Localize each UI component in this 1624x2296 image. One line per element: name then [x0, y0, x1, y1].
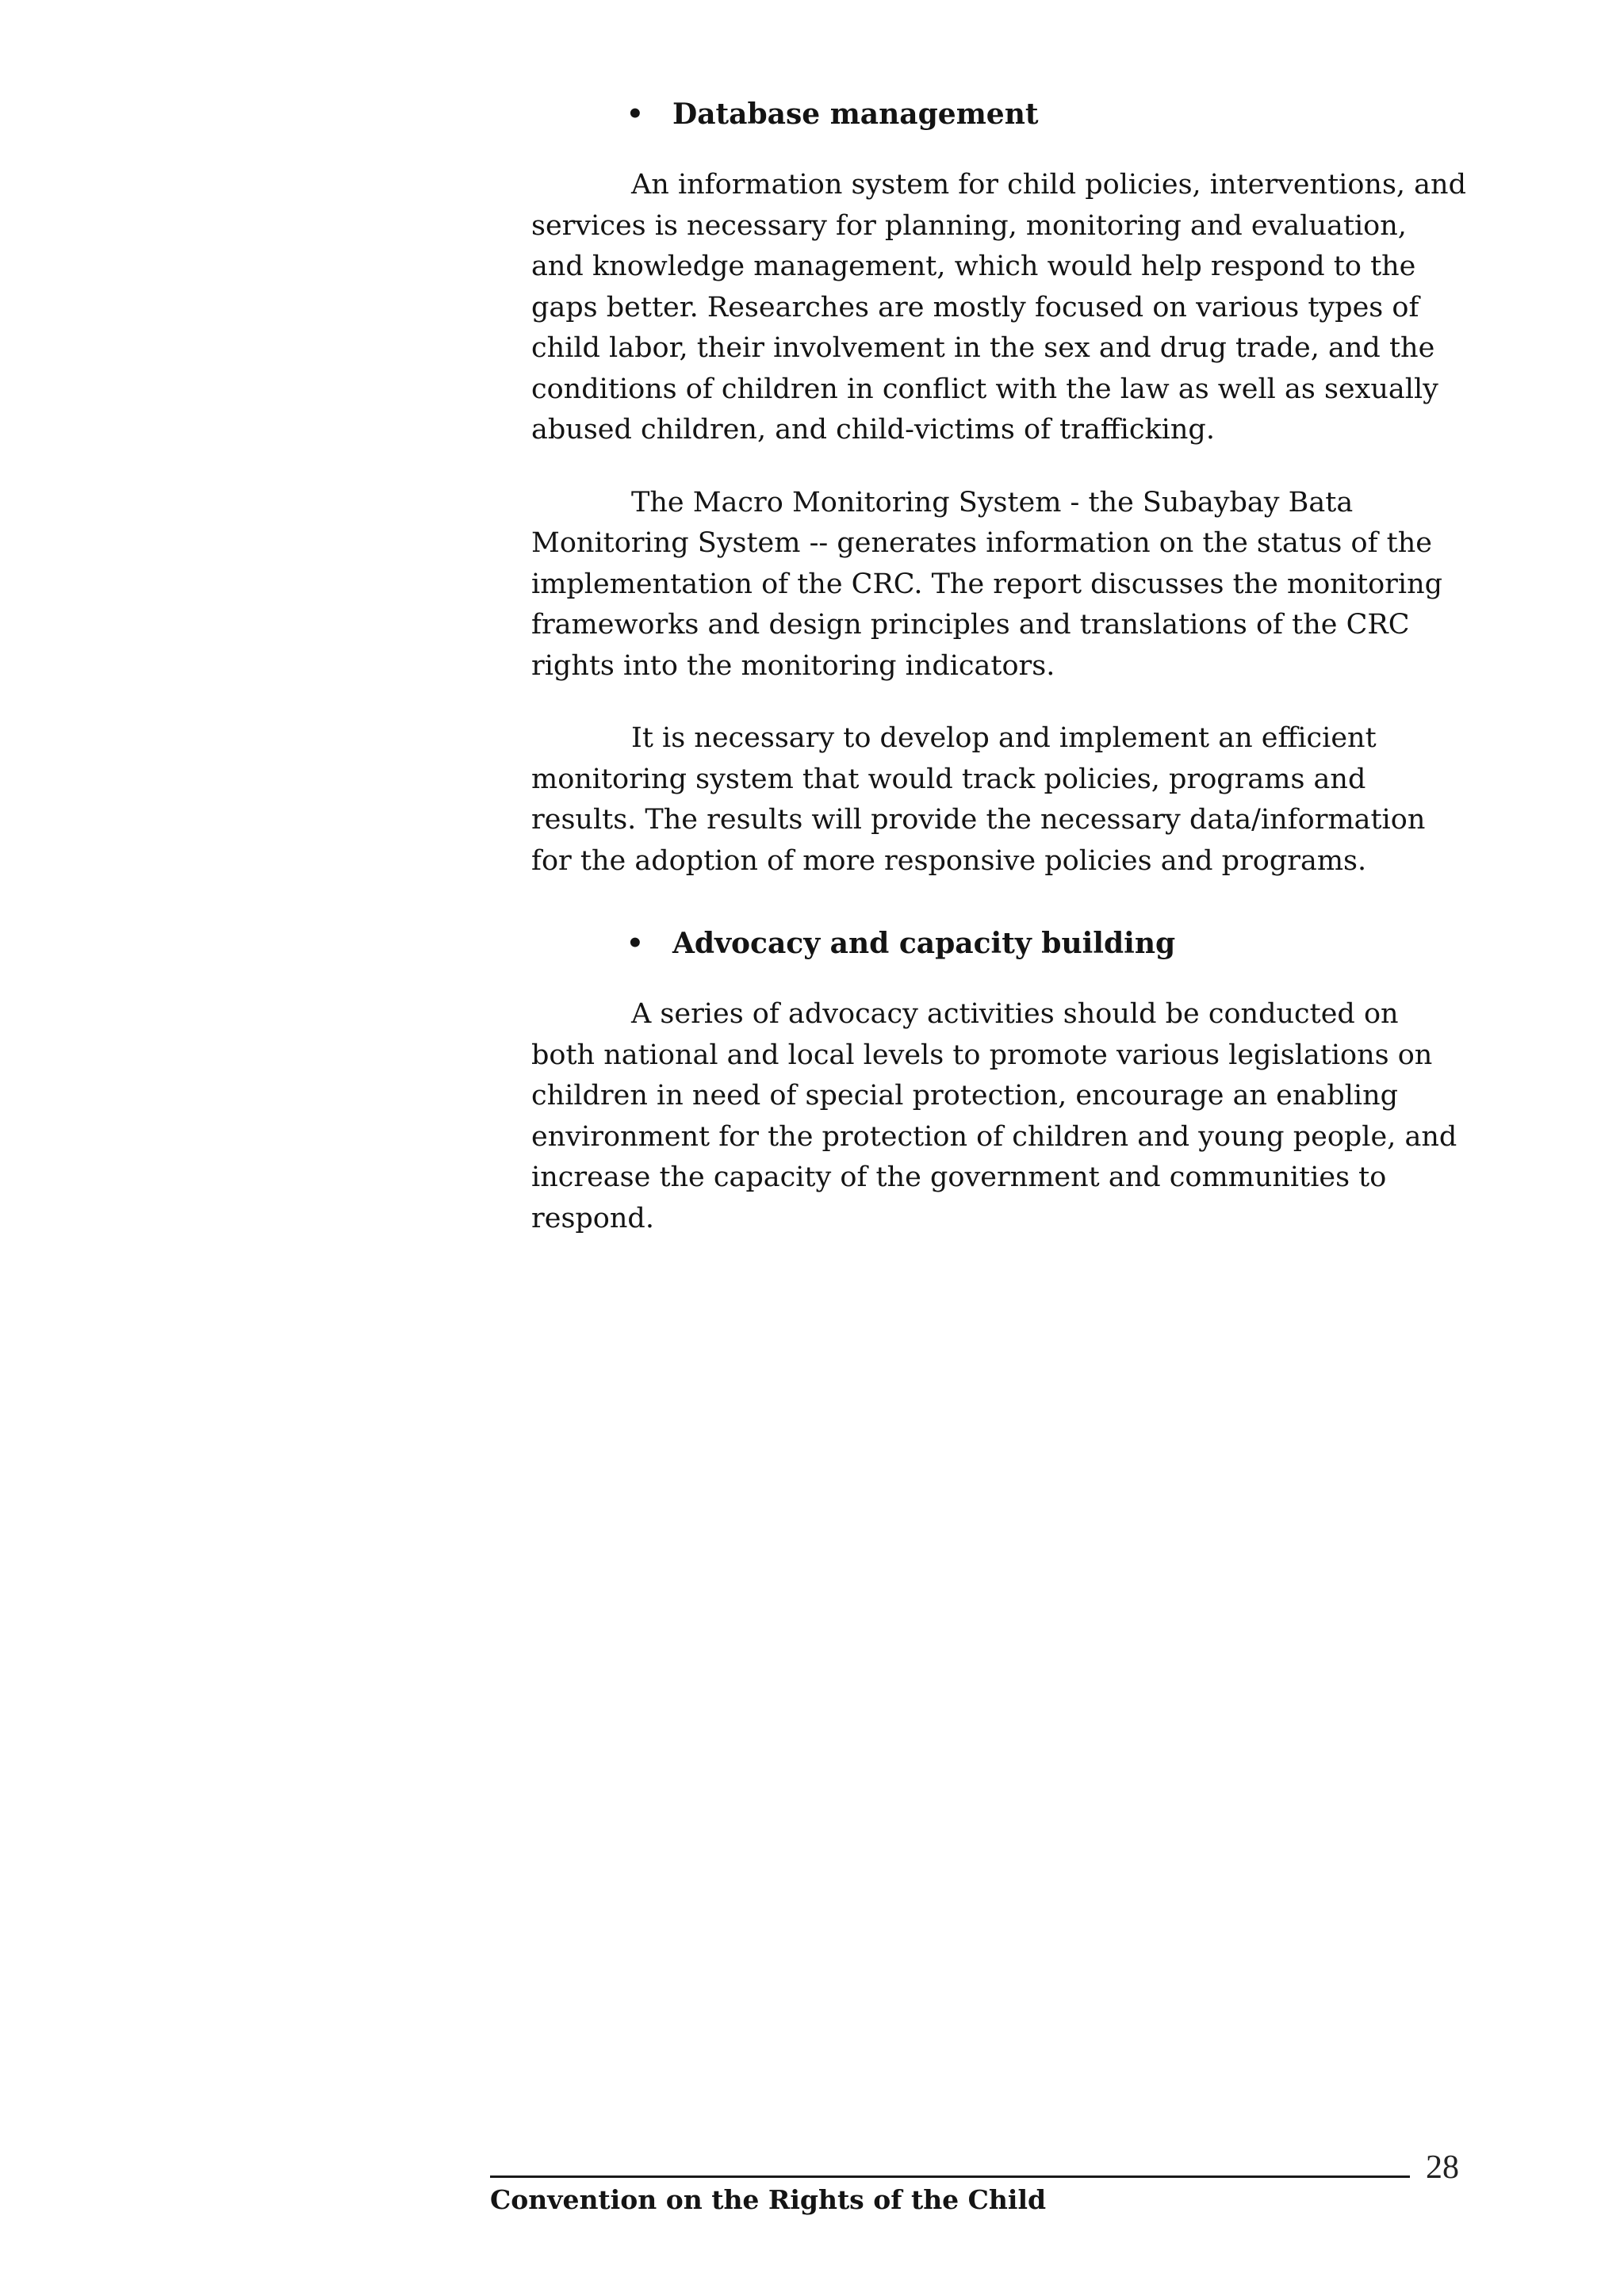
section-heading-advocacy	[626, 923, 1467, 964]
paragraph: A series of advocacy activities should be conducted on both national and local levels to promote various legislations on children in need of special protection, encourage an enabling environment for the protection of children and young people, and increase the capacity of the government and communities to respond.	[531, 998, 1457, 1234]
bullet-icon: •	[626, 928, 644, 959]
section-heading-text: Advocacy and capacity building	[672, 927, 1176, 960]
section-heading-database-management	[626, 94, 1467, 135]
paragraph: An information system for child policies, interventions, and services is necessary for planning, monitoring and evaluation, and knowledge management, which would help respond to the gaps better. Researches are mostly focused on various types of child labor, their involvement in the sex and drug trade, and the conditions of children in conflict with the law as well as sexually abused children, and child-victims of trafficking.	[531, 169, 1466, 446]
footer-title: Convention on the Rights of the Child	[490, 2184, 1047, 2215]
paragraph: The Macro Monitoring System - the Subaybay Bata Monitoring System -- generates information on the status of the implementation of the CRC. The report discusses the monitoring frameworks and design principles and translations of the CRC rights into the monitoring indicators.	[531, 486, 1443, 682]
page-number: 28	[1426, 2149, 1459, 2186]
paragraph: It is necessary to develop and implement an efficient monitoring system that would track policies, programs and results. The results will provide the necessary data/information for the adoption of more responsive policies and programs.	[531, 722, 1426, 877]
section-heading-text: Database management	[672, 98, 1039, 131]
footer-divider	[490, 2175, 1410, 2178]
bullet-icon: •	[626, 98, 644, 130]
page-content	[531, 94, 1467, 1239]
